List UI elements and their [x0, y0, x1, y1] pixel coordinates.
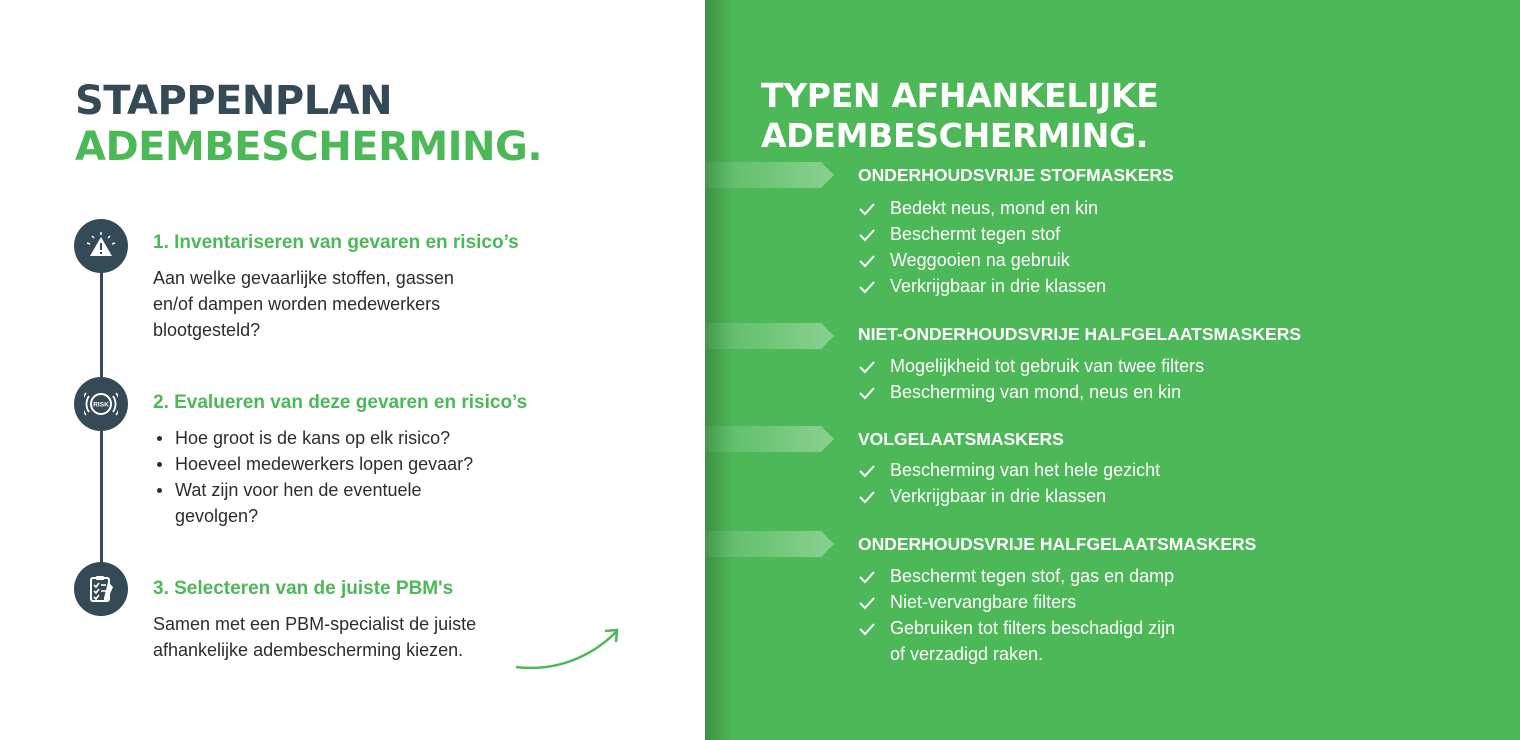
step3-text-line: Samen met een PBM-specialist de juiste	[153, 614, 477, 634]
check-icon	[858, 570, 876, 584]
list-item	[858, 483, 1160, 509]
list-item-text: Niet-vervangbare filters	[890, 592, 1077, 612]
list-item-text: Weggooien na gebruik	[890, 250, 1070, 270]
curved-arrow-icon	[512, 624, 624, 674]
step1-text-line: en/of dampen worden medewerkers	[153, 294, 441, 314]
right-title	[761, 76, 1159, 156]
list-item	[858, 195, 1106, 221]
left-title-line2: ADEMBESCHERMING.	[75, 124, 543, 170]
section4-heading: ONDERHOUDSVRIJE HALFGELAATSMASKERS	[858, 534, 1257, 554]
section-arrow-band	[705, 323, 835, 349]
left-title-line1: STAPPENPLAN	[75, 78, 393, 124]
step1-text-line: blootgesteld?	[153, 320, 261, 340]
list-item-text: Bescherming van het hele gezicht	[890, 460, 1161, 480]
check-icon	[858, 622, 876, 636]
section2-heading: NIET-ONDERHOUDSVRIJE HALFGELAATSMASKERS	[858, 324, 1302, 344]
right-title-line1: TYPEN AFHANKELIJKE	[761, 76, 1159, 115]
checklist-icon	[74, 562, 128, 616]
left-title	[75, 78, 542, 170]
warning-icon	[74, 219, 128, 273]
list-item-text: Verkrijgbaar in drie klassen	[890, 486, 1107, 506]
step1-text-line: Aan welke gevaarlijke stoffen, gassen	[153, 268, 454, 288]
list-item	[858, 353, 1204, 379]
check-icon	[858, 386, 876, 400]
list-item: Hoeveel medewerkers lopen gevaar?	[153, 451, 473, 477]
list-item: Wat zijn voor hen de eventuele	[153, 477, 473, 503]
step3-text-line: afhankelijke adembescherming kiezen.	[153, 640, 464, 660]
check-icon	[858, 228, 876, 242]
section4-list	[858, 563, 1175, 667]
check-icon	[858, 490, 876, 504]
check-icon	[858, 464, 876, 478]
list-item	[858, 247, 1106, 273]
list-item-text: Bedekt neus, mond en kin	[890, 198, 1099, 218]
panel-shadow	[705, 0, 733, 740]
step3-heading: 3. Selecteren van de juiste PBM's	[153, 578, 454, 599]
section-arrow-band	[705, 426, 835, 452]
risk-icon	[74, 377, 128, 431]
step1-text	[153, 265, 454, 343]
list-item-text: Verkrijgbaar in drie klassen	[890, 276, 1107, 296]
step1-heading: 1. Inventariseren van gevaren en risico’s	[153, 232, 519, 253]
list-item	[858, 221, 1106, 247]
section1-list	[858, 195, 1106, 299]
check-icon	[858, 596, 876, 610]
list-item	[858, 615, 1175, 641]
list-item	[858, 273, 1106, 299]
check-icon	[858, 280, 876, 294]
list-item	[858, 563, 1175, 589]
list-item-continuation	[858, 641, 1175, 667]
step2-bullets	[153, 425, 473, 529]
check-icon	[858, 360, 876, 374]
right-title-line2: ADEMBESCHERMING.	[761, 116, 1149, 155]
section2-list	[858, 353, 1204, 405]
list-item-text: Beschermt tegen stof	[890, 224, 1061, 244]
list-item: Hoe groot is de kans op elk risico?	[153, 425, 473, 451]
section3-list	[858, 457, 1160, 509]
right-panel	[705, 0, 1520, 740]
risk-icon-label: RISK	[93, 401, 109, 409]
section3-heading: VOLGELAATSMASKERS	[858, 429, 1064, 449]
list-item-text: of verzadigd raken.	[890, 644, 1044, 664]
list-item	[858, 457, 1160, 483]
list-item-continuation: gevolgen?	[175, 506, 259, 526]
check-icon	[858, 202, 876, 216]
list-item	[858, 589, 1175, 615]
step3-text	[153, 611, 476, 663]
section-arrow-band	[705, 531, 835, 557]
list-item-text: Bescherming van mond, neus en kin	[890, 382, 1182, 402]
section1-heading: ONDERHOUDSVRIJE STOFMASKERS	[858, 165, 1174, 185]
left-panel	[0, 0, 705, 740]
list-item-text: Beschermt tegen stof, gas en damp	[890, 566, 1175, 586]
list-item-text: Mogelijkheid tot gebruik van twee filters	[890, 356, 1205, 376]
list-item-text: Gebruiken tot filters beschadigd zijn	[890, 618, 1176, 638]
list-item	[858, 379, 1204, 405]
check-icon	[858, 254, 876, 268]
step2-heading: 2. Evalueren van deze gevaren en risico’s	[153, 392, 528, 413]
section-arrow-band	[705, 162, 835, 188]
